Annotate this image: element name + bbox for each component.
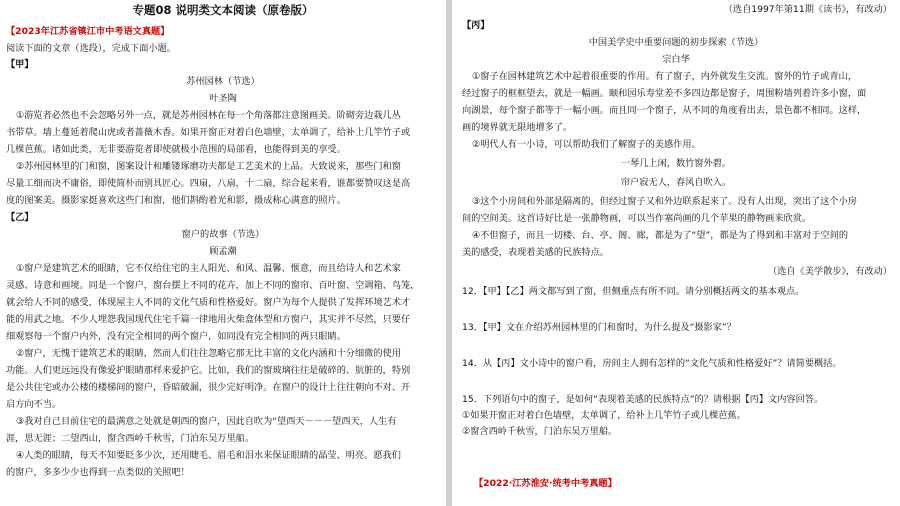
paragraph-line: ④不但窗子，而且一切楼、台、亭、阁、廊，都是为了“望”，都是为了得到和丰富对于空间的 <box>472 230 849 241</box>
source-tag: 【2023年江苏省镇江市中考语文真题】 <box>6 26 170 37</box>
paragraph-line: 尽量工细而决不庸俗，即使简朴而别具匠心。四扇，八扇，十二扇，综合起来看，谁都要赞叹这是高 <box>6 178 411 189</box>
section-label-yi: 【乙】 <box>6 212 34 223</box>
paragraph-line: 的窗户，多多少少也得到一点类似的关照吧！ <box>6 467 190 478</box>
paragraph-line: 美的感受，表现着美感的民族特点。 <box>462 247 609 258</box>
article-title-bing: 中国美学史中重要问题的初步探索（节选） <box>588 37 764 48</box>
paragraph-line: 涯，思无涯；二望西山，窗含西岭千秋雪，门泊东吴万里船。 <box>6 433 255 444</box>
paragraph-line: ③我对自己目前住宅的最满意之处就是朝西的窗户，因此自吹为“望西天－－－望西天，人生有 <box>16 416 397 427</box>
paragraph-line: ②窗户，无愧于建筑艺术的眼睛，然而人们往往忽略它那无比丰富的文化内涵和十分细微的使用 <box>16 348 401 359</box>
paragraph-line: 度的图案美。摄影家挺喜欢这些门和窗，他们斟酌着光和影，摄成称心满意的照片。 <box>6 195 346 206</box>
question-15-item: ①如果开窗正对着白色墙壁，太单调了，给补上几竿竹子或几棵芭蕉。 <box>462 410 746 421</box>
section-label-bing: 【丙】 <box>462 20 490 31</box>
question-14: 14．从【丙】文小诗中的窗户看，房间主人拥有怎样的“文化气质和性格爱好”？请简要概括。 <box>462 358 842 369</box>
paragraph-line: ①游览者必然也不会忽略另外一点，就是苏州园林在每一个角落都注意图画美。阶砌旁边栽几丛 <box>16 110 401 121</box>
poem-line: 一琴几上闲，数竹窗外碧。 <box>620 158 732 169</box>
paragraph-line: 能的用武之地。不少人埋怨我国现代住宅千篇一律地用火柴盒体型和方窗户，其实并不尽然，只要仔 <box>6 314 411 325</box>
paragraph-line: 灵感、诗意和画境。同是一个窗户，窗台摆上不同的花卉，加上不同的窗帘、百叶窗、空调箱、鸟笼， <box>6 280 420 291</box>
instruction: 阅读下面的文章（选段），完成下面小题。 <box>6 43 176 54</box>
paragraph-line: ①窗子在园林建筑艺术中起着很重要的作用。有了窗子，内外就发生交流。窗外的竹子或青山， <box>472 71 857 82</box>
author-yi: 顾孟潮 <box>209 246 237 257</box>
paragraph-line: ②明代人有一小诗，可以帮助我们了解窗子的美感作用。 <box>472 139 701 150</box>
paragraph-line: 经过窗子的框框望去，就是一幅画。颐和园乐寿堂差不多四边都是窗子，周围粉墙列着许多小窗，面 <box>462 88 867 99</box>
author-bing: 宗白华 <box>662 54 690 65</box>
question-15-item: ②窗含西岭千秋雪，门泊东吴万里船。 <box>462 426 618 437</box>
page-title: 专题08 说明类文本阅读（原卷版） <box>132 3 314 17</box>
paragraph-line: 间的空间美。这首诗好比是一张静物画，可以当作塞尚画的几个苹果的静物画来欣赏。 <box>462 213 812 224</box>
paragraph-line: ④人类的眼睛，每天不知要眨多少次，还用睫毛、眉毛和泪水来保证眼睛的晶莹、明亮。愿我们 <box>16 450 401 461</box>
article-title-jia: 苏州园林（节选） <box>186 76 260 87</box>
paragraph-line: 书带草。墙上蔓延着爬山虎或者蔷薇木香。如果开窗正对着白色墙壁，太单调了，给补上几竿竹子或 <box>6 127 411 138</box>
paragraph-line: 启方向不当。 <box>6 399 62 410</box>
paragraph-line: ②苏州园林里的门和窗，图案设计和雕镂琢磨功夫都是工艺美术的上品。大致说来，那些门和窗 <box>16 161 401 172</box>
paragraph-line: 画的境界就无限地增多了。 <box>462 122 573 133</box>
question-15: 15．下列语句中的窗子，是如何“表现着美感的民族特点”的？请根据【丙】文内容回答。 <box>462 394 824 405</box>
source-note-yi: （选自1997年第11期《读书》，有改动） <box>723 4 892 15</box>
paragraph-line: 就会给人不同的感受，体现屋主人不同的文化气质和性格爱好。窗户为每个人提供了发挥环境艺术才 <box>6 297 411 308</box>
paragraph-line: 是公共住宅或办公楼的楼梯间的窗户，昏暗破漏，很少完好明净。在窗户的设计上往往朝向不对、开 <box>6 382 411 393</box>
document-page-left <box>0 0 446 506</box>
paragraph-line: 向湖景，每个窗子都等于一幅小画。而且同一个窗子，从不同的角度看出去，景色都不相同。这样， <box>462 105 867 116</box>
article-title-yi: 窗户的故事（节选） <box>181 229 265 240</box>
author-jia: 叶圣陶 <box>209 93 237 104</box>
paragraph-line: 几棵芭蕉。诸如此类，无非要游览者即使就极小范围的局部看，也能得到美的享受。 <box>6 144 346 155</box>
paragraph-line: 功能。人们更远远没有像爱护眼睛那样来爱护它。比如，我们的窗玻璃往往是破碎的、肮脏的，特别 <box>6 365 411 376</box>
paragraph-line: ①窗户是建筑艺术的眼睛，它不仅给住宅的主人阳光、和风、温馨、惬意，而且给诗人和艺术家 <box>16 263 401 274</box>
footer-source-tag: 【2022·江苏淮安·统考中考真题】 <box>474 478 617 489</box>
question-12: 12．【甲】【乙】两文都写到了窗，但侧重点有所不同。请分别概括两文的基本观点。 <box>462 286 805 297</box>
poem-line: 帘户寂无人，春风自吹入。 <box>620 177 732 188</box>
paragraph-line: 细观察每一个窗户内外，没有完全相同的两个窗户，如同没有完全相同的两只眼睛。 <box>6 331 346 342</box>
paragraph-line: ③这个小房间和外部是隔离的，但经过窗子又和外边联系起来了。没有人出现，突出了这个小房 <box>472 196 857 207</box>
section-label-jia: 【甲】 <box>6 59 34 70</box>
question-13: 13．【甲】文在介绍苏州园林里的门和窗时，为什么提及“摄影家”？ <box>462 322 736 333</box>
document-page-right <box>452 0 900 506</box>
source-note-bing: （选自《美学散步》，有改动） <box>767 266 892 277</box>
